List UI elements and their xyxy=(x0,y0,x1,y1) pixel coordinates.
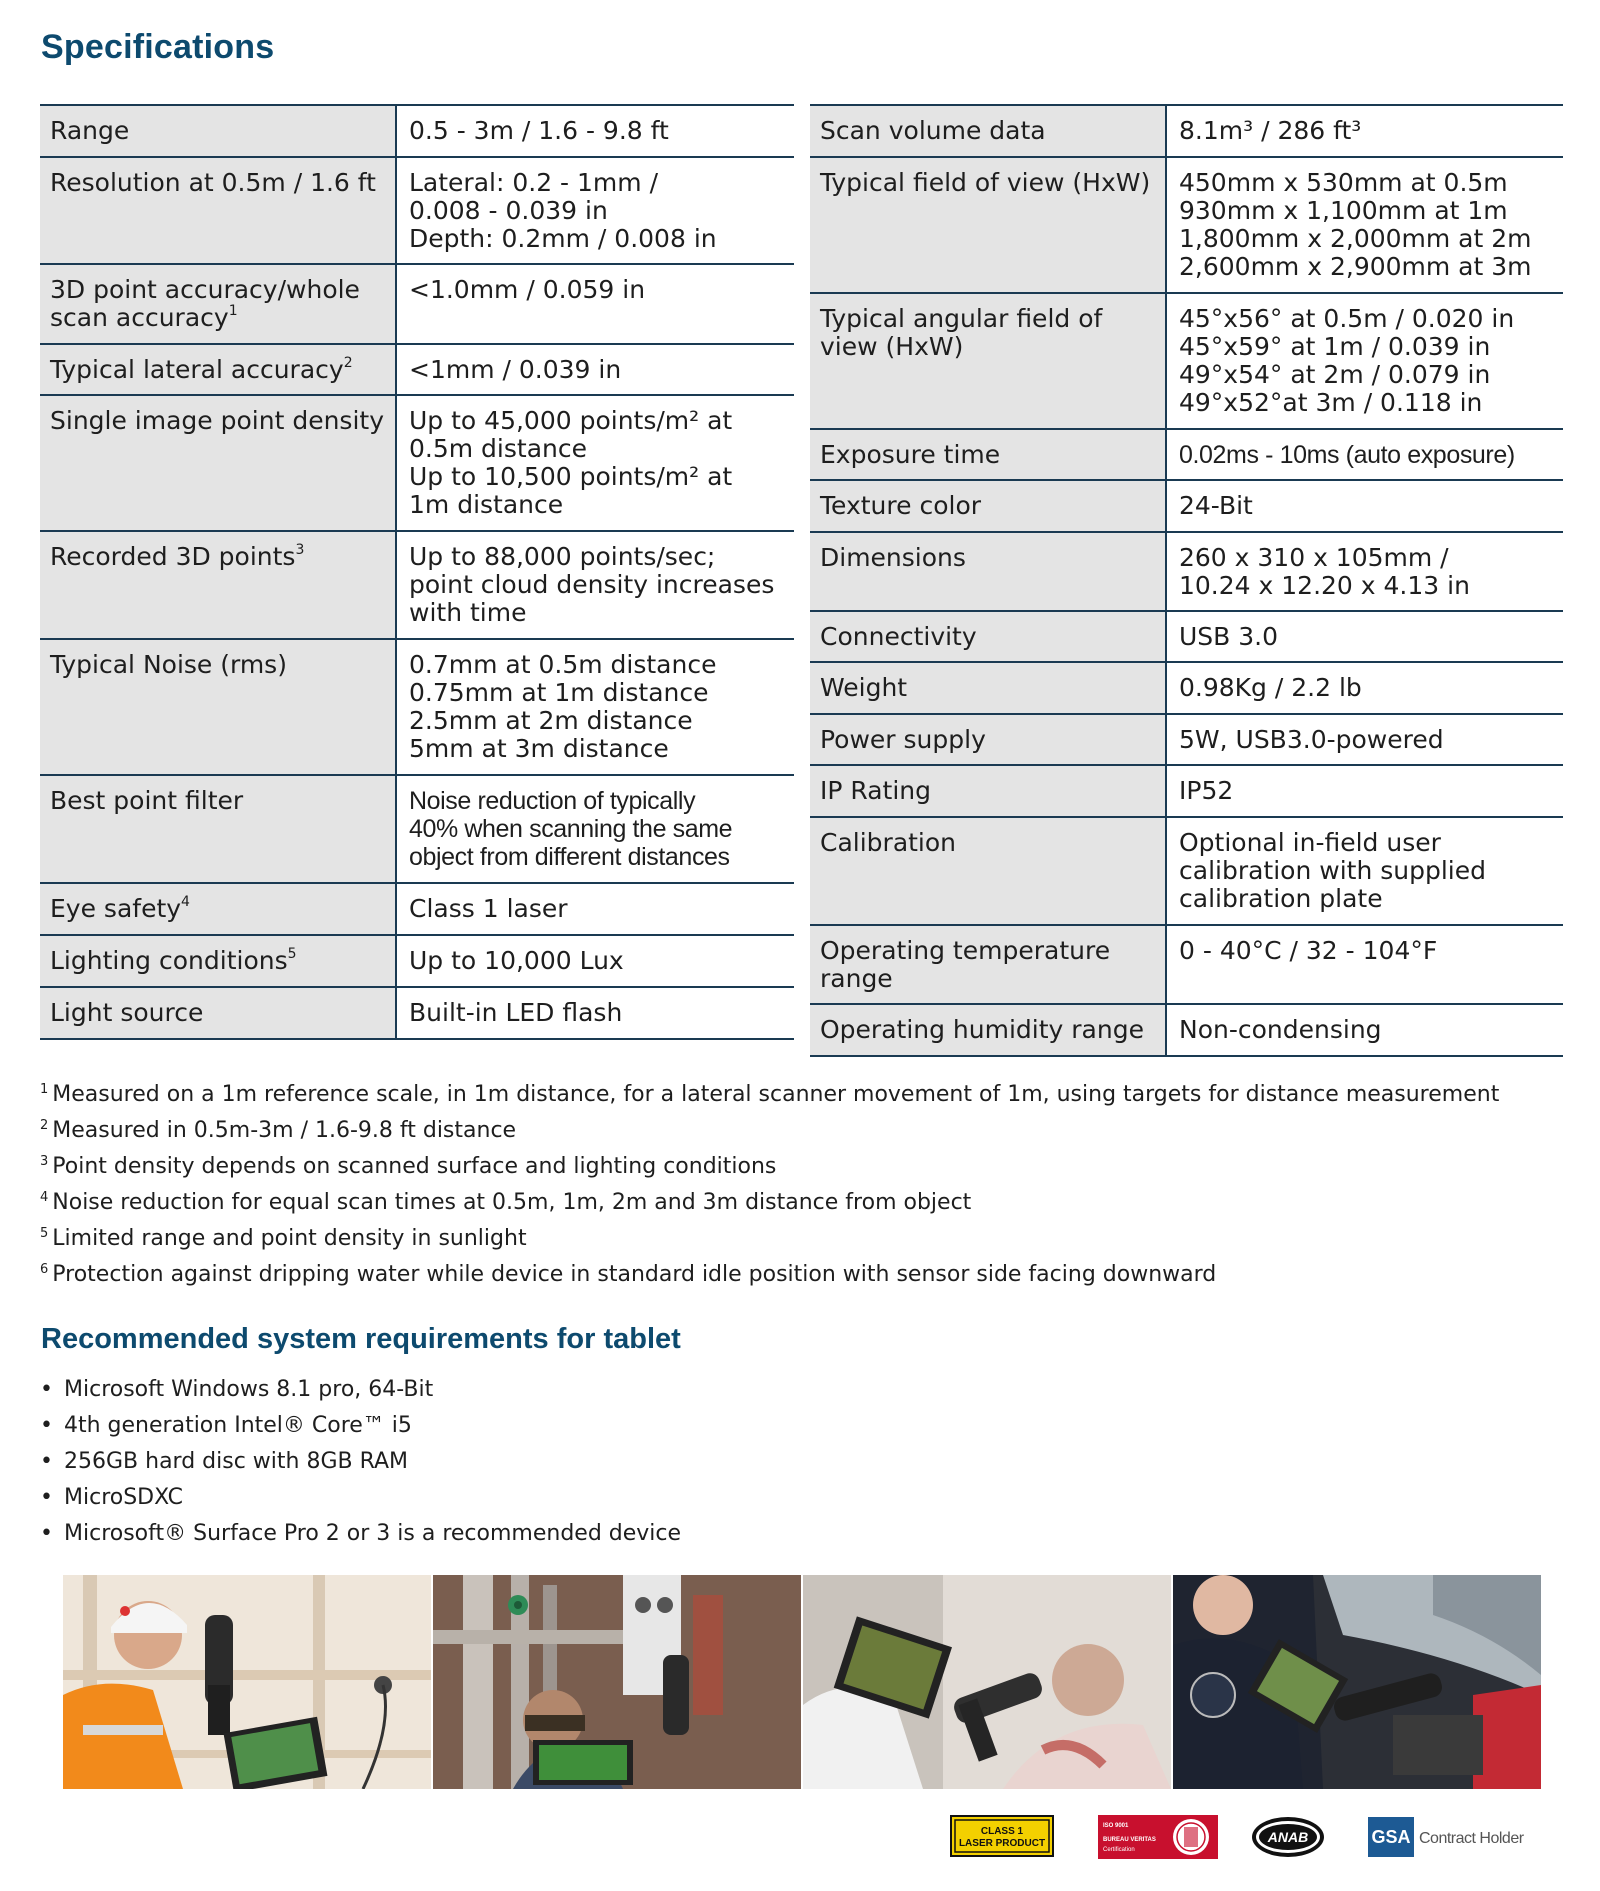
spec-value: 8.1m³ / 286 ft³ xyxy=(1166,105,1563,157)
footnote xyxy=(40,1185,1570,1221)
photo-construction-worker xyxy=(63,1575,431,1789)
spec-label: IP Rating xyxy=(810,765,1166,817)
spec-row-noise xyxy=(40,639,794,775)
spec-value: 450mm x 530mm at 0.5m 930mm x 1,100mm at 1m 1,800mm x 2,000mm at 2m 2,600mm x 2,900mm at 3m xyxy=(1166,157,1563,293)
photo-strip xyxy=(63,1575,1541,1789)
spec-row-exposure-time xyxy=(810,429,1563,480)
bv-iso: ISO 9001 xyxy=(1103,1823,1129,1829)
spec-label: Operating humidity range xyxy=(810,1004,1166,1056)
spec-value: 0.02ms - 10ms (auto exposure) xyxy=(1166,429,1563,480)
footnote xyxy=(40,1257,1570,1293)
photo-industrial-pipes xyxy=(433,1575,801,1789)
footnote-text: Protection against dripping water while device in standard idle position with sensor side facing downward xyxy=(52,1262,1217,1287)
spec-label: Lighting conditions$^5$ xyxy=(40,935,396,987)
footnote xyxy=(40,1113,1570,1149)
certification-badges xyxy=(950,1815,1550,1861)
requirements-list xyxy=(40,1372,681,1552)
spec-value: 0.98Kg / 2.2 lb xyxy=(1166,662,1563,714)
gsa-badge xyxy=(1368,1815,1550,1863)
spec-label: Best point filter xyxy=(40,775,396,883)
spec-row-3d-point-accuracy xyxy=(40,264,794,344)
footnote-ref: 1 xyxy=(228,302,238,319)
spec-label: Connectivity xyxy=(810,611,1166,662)
spec-value: Class 1 laser xyxy=(396,883,794,935)
spec-row-field-of-view xyxy=(810,157,1563,293)
spec-row-recorded-points xyxy=(40,531,794,639)
class1-line1: CLASS 1 xyxy=(980,1826,1024,1837)
spec-row-scan-volume xyxy=(810,105,1563,157)
class1-laser-badge xyxy=(950,1815,1054,1861)
footnote-text: Limited range and point density in sunlight xyxy=(52,1226,527,1251)
spec-row-texture-color xyxy=(810,480,1563,532)
spec-value: Non-condensing xyxy=(1166,1004,1563,1056)
spec-label: Typical field of view (HxW) xyxy=(810,157,1166,293)
spec-row-range xyxy=(40,105,794,157)
bv-name: BUREAU VERITAS xyxy=(1103,1837,1156,1843)
footnote-ref: 2 xyxy=(343,354,353,371)
footnote xyxy=(40,1077,1570,1113)
spec-label: Eye safety$^4$ xyxy=(40,883,396,935)
spec-label: Power supply xyxy=(810,714,1166,765)
requirement-item: • MicroSDXC xyxy=(40,1480,681,1516)
spec-row-light-source xyxy=(40,987,794,1039)
spec-value: Optional in-field user calibration with supplied calibration plate xyxy=(1166,817,1563,925)
footnote-mark: 3 xyxy=(40,1153,49,1169)
spec-label: Dimensions xyxy=(810,532,1166,611)
spec-value: Noise reduction of typically 40% when scanning the same object from different distances xyxy=(396,775,794,883)
spec-value: USB 3.0 xyxy=(1166,611,1563,662)
spec-label: Texture color xyxy=(810,480,1166,532)
spec-label: Scan volume data xyxy=(810,105,1166,157)
photo-police-car xyxy=(1173,1575,1541,1789)
requirement-item: • 4th generation Intel® Core™ i5 xyxy=(40,1408,681,1444)
spec-value: 24-Bit xyxy=(1166,480,1563,532)
spec-row-point-density xyxy=(40,395,794,531)
specifications-heading: Specifications xyxy=(41,28,275,66)
spec-row-resolution xyxy=(40,157,794,264)
spec-row-angular-fov xyxy=(810,293,1563,429)
footnote-mark: 6 xyxy=(40,1261,49,1277)
spec-label: Typical lateral accuracy$^2$ xyxy=(40,344,396,395)
footnote-mark: 2 xyxy=(40,1117,49,1133)
spec-value: 0.7mm at 0.5m distance 0.75mm at 1m distance 2.5mm at 2m distance 5mm at 3m distance xyxy=(396,639,794,775)
requirement-item: • Microsoft Windows 8.1 pro, 64-Bit xyxy=(40,1372,681,1408)
spec-value: Lateral: 0.2 - 1mm / 0.008 - 0.039 in Depth: 0.2mm / 0.008 in xyxy=(396,157,794,264)
footnote-ref: 4 xyxy=(181,893,190,910)
photo-forensic-scene xyxy=(803,1575,1171,1789)
anab-badge xyxy=(1250,1815,1326,1863)
footnote-ref: 5 xyxy=(287,945,297,962)
spec-row-lateral-accuracy xyxy=(40,344,794,395)
spec-value: 0.5 - 3m / 1.6 - 9.8 ft xyxy=(396,105,794,157)
footnote-mark: 1 xyxy=(40,1081,49,1097)
footnote-text: Measured on a 1m reference scale, in 1m distance, for a lateral scanner movement of 1m, using targets for distance measurement xyxy=(52,1082,1500,1107)
footnote-text: Point density depends on scanned surface and lighting conditions xyxy=(52,1154,777,1179)
spec-label: 3D point accuracy/whole scan accuracy$^1$ xyxy=(40,264,396,344)
spec-value: <1mm / 0.039 in xyxy=(396,344,794,395)
footnote-ref: 3 xyxy=(295,541,305,558)
spec-label: Recorded 3D points$^3$ xyxy=(40,531,396,639)
spec-value: Up to 10,000 Lux xyxy=(396,935,794,987)
footnote xyxy=(40,1221,1570,1257)
spec-row-operating-temperature xyxy=(810,925,1563,1004)
requirements-heading: Recommended system requirements for tablet xyxy=(41,1323,681,1355)
class1-line2: LASER PRODUCT xyxy=(958,1838,1046,1849)
spec-label: Operating temperature range xyxy=(810,925,1166,1004)
spec-label: Typical Noise (rms) xyxy=(40,639,396,775)
footnote xyxy=(40,1149,1570,1185)
footnote-text: Measured in 0.5m-3m / 1.6-9.8 ft distance xyxy=(52,1118,517,1143)
spec-row-ip-rating xyxy=(810,765,1563,817)
spec-label: Weight xyxy=(810,662,1166,714)
footnote-mark: 4 xyxy=(40,1189,49,1205)
footnote-text: Noise reduction for equal scan times at 0.5m, 1m, 2m and 3m distance from object xyxy=(52,1190,972,1215)
spec-value: 5W, USB3.0-powered xyxy=(1166,714,1563,765)
spec-label: Calibration xyxy=(810,817,1166,925)
spec-row-dimensions xyxy=(810,532,1563,611)
gsa-contract-holder: Contract Holder xyxy=(1419,1830,1524,1847)
spec-row-lighting xyxy=(40,935,794,987)
requirement-item: • Microsoft® Surface Pro 2 or 3 is a recommended device xyxy=(40,1516,681,1552)
spec-row-eye-safety xyxy=(40,883,794,935)
spec-value: 260 x 310 x 105mm / 10.24 x 12.20 x 4.13 in xyxy=(1166,532,1563,611)
spec-value: IP52 xyxy=(1166,765,1563,817)
spec-value: Up to 45,000 points/m² at 0.5m distance Up to 10,500 points/m² at 1m distance xyxy=(396,395,794,531)
spec-table-right xyxy=(810,104,1563,1057)
footnotes xyxy=(40,1077,1570,1293)
gsa-text: GSA xyxy=(1371,1827,1411,1847)
spec-label: Single image point density xyxy=(40,395,396,531)
spec-row-connectivity xyxy=(810,611,1563,662)
spec-value: 0 - 40°C / 32 - 104°F xyxy=(1166,925,1563,1004)
spec-row-weight xyxy=(810,662,1563,714)
spec-label: Resolution at 0.5m / 1.6 ft xyxy=(40,157,396,264)
spec-row-power-supply xyxy=(810,714,1563,765)
anab-text: ANAB xyxy=(1267,1829,1309,1845)
spec-label: Range xyxy=(40,105,396,157)
spec-value: 45°x56° at 0.5m / 0.020 in 45°x59° at 1m / 0.039 in 49°x54° at 2m / 0.079 in 49°x52°at 3m / 0.118 in xyxy=(1166,293,1563,429)
spec-row-best-point-filter xyxy=(40,775,794,883)
footnote-mark: 5 xyxy=(40,1225,49,1241)
spec-label: Typical angular field of view (HxW) xyxy=(810,293,1166,429)
spec-row-calibration xyxy=(810,817,1563,925)
spec-label: Exposure time xyxy=(810,429,1166,480)
spec-value: Built-in LED flash xyxy=(396,987,794,1039)
spec-row-operating-humidity xyxy=(810,1004,1563,1056)
spec-value: <1.0mm / 0.059 in xyxy=(396,264,794,344)
bureau-veritas-badge xyxy=(1098,1815,1218,1863)
spec-table-left xyxy=(40,104,794,1040)
bv-cert: Certification xyxy=(1103,1847,1135,1853)
spec-value: Up to 88,000 points/sec; point cloud density increases with time xyxy=(396,531,794,639)
spec-label: Light source xyxy=(40,987,396,1039)
requirement-item: • 256GB hard disc with 8GB RAM xyxy=(40,1444,681,1480)
